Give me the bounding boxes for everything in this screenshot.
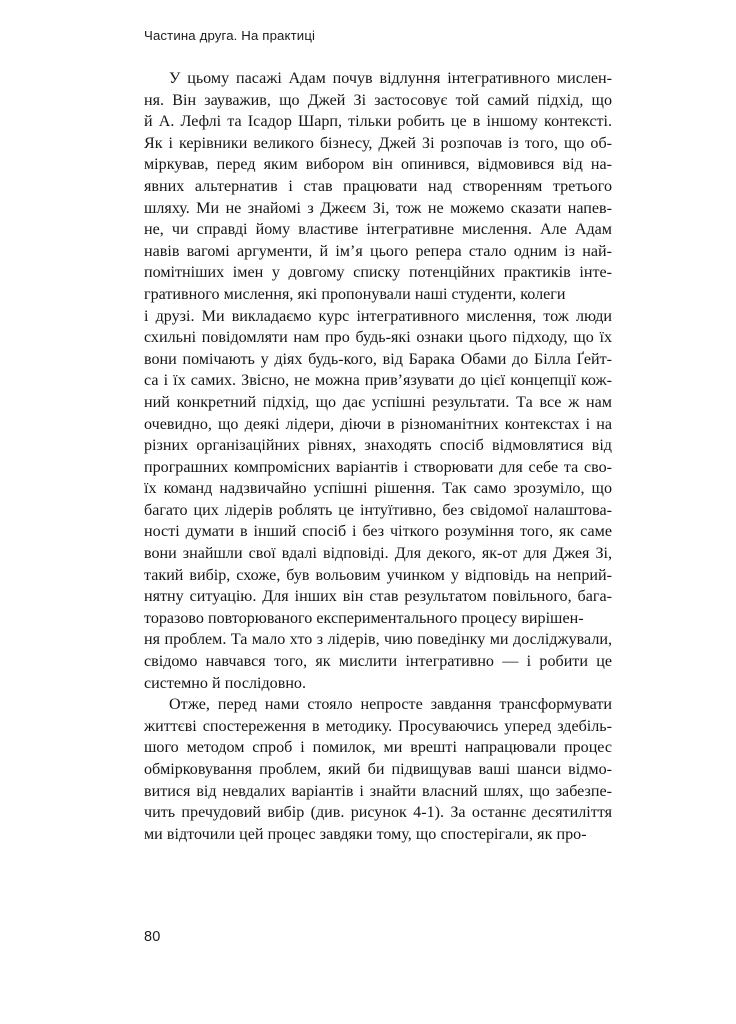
text-line: шляху. Ми не знайомі з Джеєм Зі, тож не можемо сказати напев- [144,199,612,217]
text-line: обмірковування проблем, який би підвищував ваші шанси відмо- [144,761,612,778]
paragraph-2 [144,694,612,845]
text-line: торазово повторюваного експериментального процесу вирішен- [144,609,584,627]
text-line: життєві спостереження в методику. Просуваючись уперед здебіль- [144,717,612,735]
text-line: вони помічають у діях будь-кого, від Барака Обами до Білла Ґейт- [144,350,612,368]
text-line: навів вагомі аргументи, й ім’я цього репера стало одним із най- [144,242,612,260]
text-line: витися від невдалих варіантів і знайти власний шлях, що забезпе- [144,782,612,800]
paragraph-1 [144,68,612,694]
text-line: Як і керівники великого бізнесу, Джей Зі розпочав із того, що об- [144,134,612,152]
text-line: схильні повідомляти нам про будь-які ознаки цього підходу, що їх [144,329,612,347]
text-line: шого методом спроб і помилок, ми врешті напрацювали процес [144,739,612,757]
text-line: їх команд надзвичайно успішні рішення. Так само зрозуміло, що [144,480,612,498]
text-line: ми відточили цей процес завдяки тому, що спостерігали, як про- [144,825,587,843]
text-line: У цьому пасажі Адам почув відлуння інтегративного мислен- [169,70,612,87]
text-line: різних організаційних рівнях, знаходять спосіб відмовлятися від [144,437,612,455]
text-line: очевидно, що деякі лідери, діючи в різноманітних контекстах і на [144,415,612,433]
text-line: багато цих лідерів роблять це інтуїтивно, без свідомої налаштова- [144,501,612,519]
text-line: ний конкретний підхід, що дає успішні результати. Та все ж нам [144,393,612,411]
text-line: чить пречудовий вибір (див. рисунок 4-1). За останнє десятиліття [144,804,612,822]
text-line: нятну ситуацію. Для інших він став результатом повільного, бага- [144,588,612,606]
text-line: са і їх самих. Звісно, не можна прив’язувати до цієї концепції кож- [144,372,612,390]
text-line: свідомо навчався того, як мислити інтегративно — і робити це [144,653,612,671]
text-line: такий вибір, схоже, був вольовим учинком у відповідь на неприй- [144,566,613,584]
text-line: й А. Лефлі та Ісадор Шарп, тільки робить це в іншому контексті. [144,113,612,131]
text-line: не, чи справді йому властиве інтегративне мислення. Але Адам [144,221,612,239]
body-text-block [144,68,612,845]
text-line: ня. Він зауважив, що Джей Зі застосовує той самий підхід, що [144,91,612,109]
running-head: Частина друга. На практиці [144,28,316,43]
text-line: вони знайшли свої вдалі відповіді. Для декого, як-от для Джея Зі, [144,545,613,563]
text-line: гративного мислення, які пропонували наші студенти, колеги [144,285,566,303]
text-line: міркував, перед яким вибором він опинився, відмовився від на- [144,156,612,174]
page-number: 80 [144,929,161,945]
text-line: явних альтернатив і став працювати над створенням третього [144,177,612,195]
text-line: Отже, перед нами стояло непросте завдання трансформувати [169,696,612,714]
text-line: системно й послідовно. [144,674,307,692]
text-line: програшних компромісних варіантів і створювати для себе та сво- [144,458,612,476]
text-line: ня проблем. Та мало хто з лідерів, чию поведінку ми досліджували, [144,631,612,649]
text-line: ності думати в інший спосіб і без чіткого розуміння того, як саме [144,523,612,541]
text-line: помітніших імен у довгому списку потенційних практиків інте- [144,264,612,282]
text-line: і друзі. Ми викладаємо курс інтегративного мислення, тож люди [144,307,612,325]
